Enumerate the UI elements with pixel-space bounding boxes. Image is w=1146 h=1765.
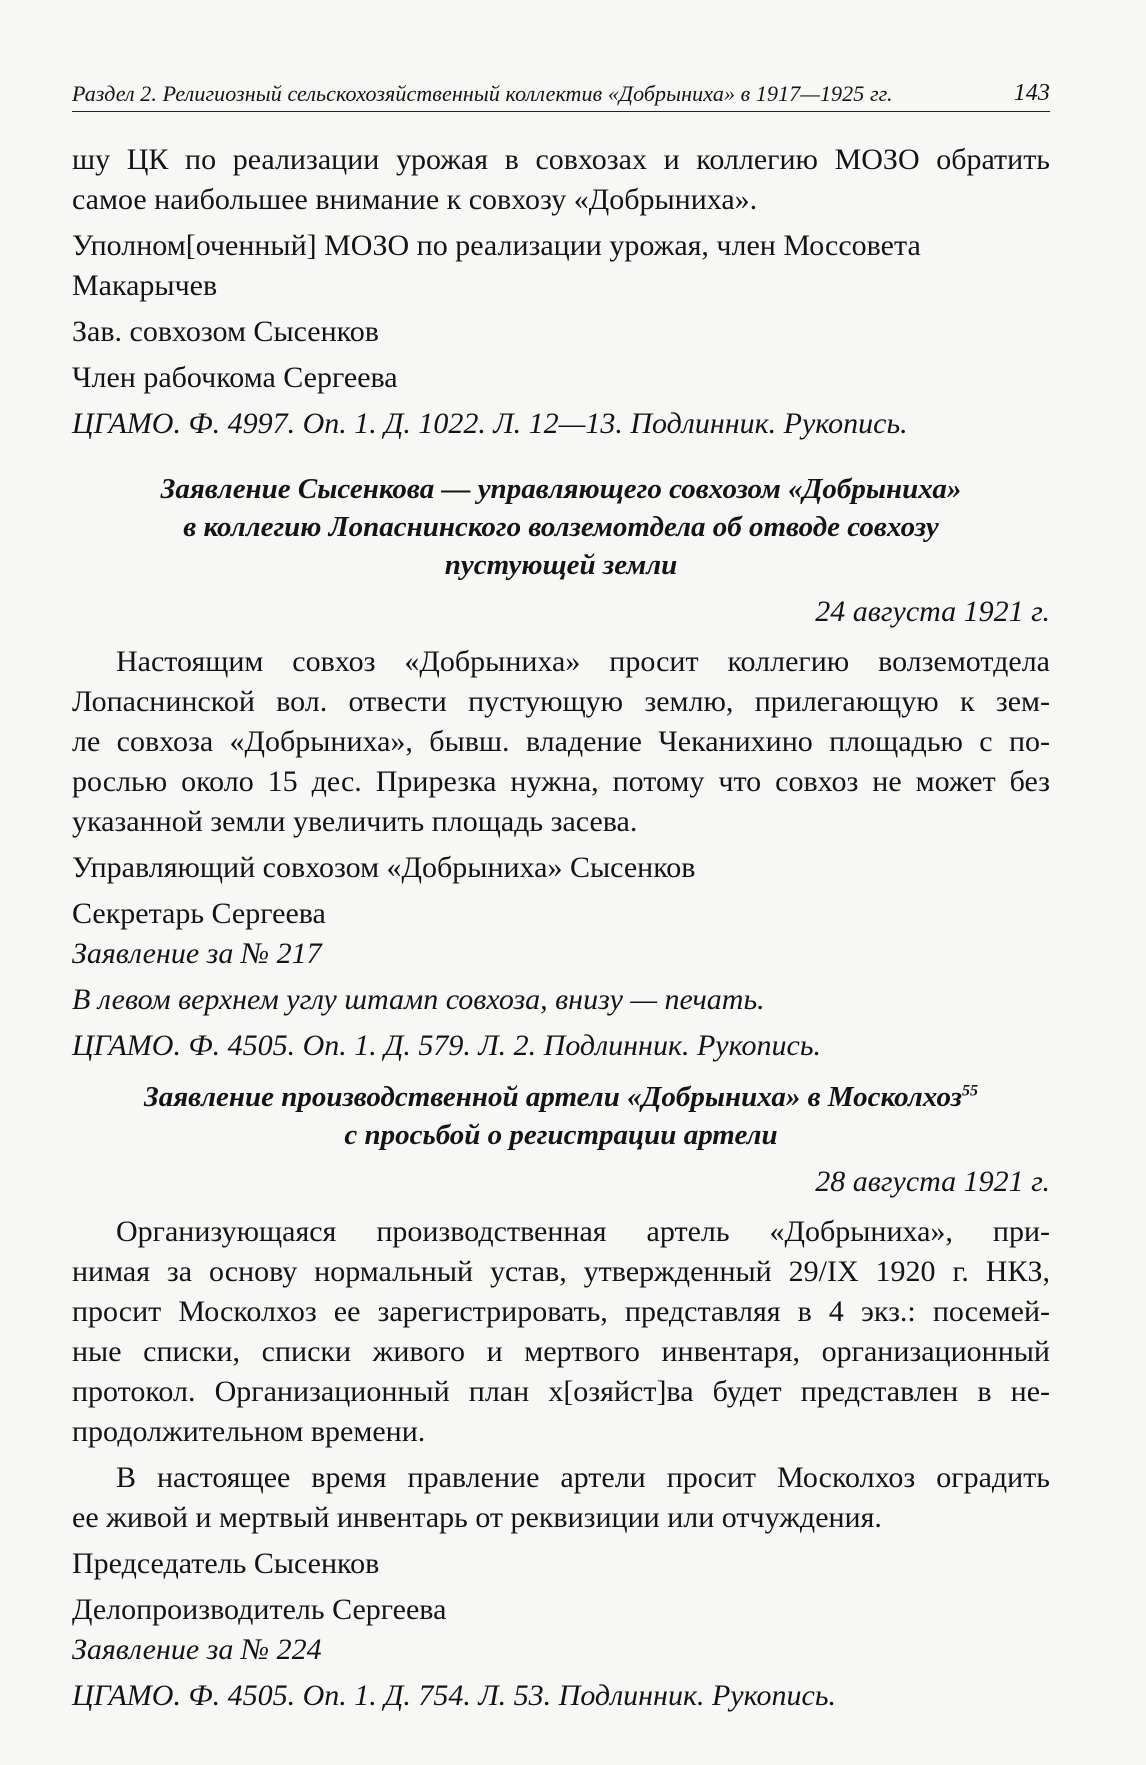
text-line: ные списки, списки живого и мертвого инвентаря, организационный	[72, 1335, 1050, 1368]
text-line: протокол. Организационный план х[озяйст]ва будет представлен в не-	[72, 1375, 1050, 1408]
text-line: рослью около 15 дес. Прирезка нужна, потому что совхоз не может без	[72, 765, 1050, 798]
text-line: просит Москолхоз ее зарегистрировать, представляя в 4 экз.: посемей-	[72, 1295, 1050, 1328]
document-title-text: Заявление производственной артели «Добрыниха» в Москолхоз	[143, 1081, 962, 1113]
running-title: Раздел 2. Религиозный сельскохозяйственный коллектив «Добрыниха» в 1917—1925 гг.	[72, 81, 893, 106]
document-title: с просьбой о регистрации артели	[344, 1119, 778, 1151]
archive-source: ЦГАМО. Ф. 4997. Оп. 1. Д. 1022. Л. 12—13. Подлинник. Рукопись.	[72, 407, 908, 440]
text-line: ее живой и мертвый инвентарь от реквизиции или отчуждения.	[72, 1501, 882, 1534]
text-line: продолжительном времени.	[72, 1415, 426, 1448]
signature-line: Председатель Сысенков	[72, 1547, 380, 1580]
page-number: 143	[1013, 80, 1050, 106]
text-line: нимая за основу нормальный устав, утвержденный 29/IX 1920 г. НКЗ,	[72, 1255, 1050, 1288]
document-title: в коллегию Лопаснинского волземотдела об отводе совхозу	[183, 511, 939, 543]
signature-line: Управляющий совхозом «Добрыниха» Сысенков	[72, 851, 696, 884]
document-date: 28 августа 1921 г.	[815, 1165, 1050, 1198]
running-header	[72, 80, 1050, 112]
text-line: Организующаяся производственная артель «Добрыниха», при-	[116, 1215, 1050, 1248]
document-note: Заявление за № 224	[72, 1633, 322, 1666]
signature-line: Макарычев	[72, 269, 218, 302]
footnote-reference[interactable]: 55	[962, 1082, 978, 1100]
signature-line: Член рабочкома Сергеева	[72, 361, 398, 394]
archive-source: ЦГАМО. Ф. 4505. Оп. 1. Д. 754. Л. 53. Подлинник. Рукопись.	[72, 1679, 836, 1712]
text-line: Настоящим совхоз «Добрыниха» просит коллегию волземотдела	[116, 645, 1050, 678]
signature-line: Делопроизводитель Сергеева	[72, 1593, 447, 1626]
text-line: В настоящее время правление артели просит Москолхоз оградить	[116, 1461, 1050, 1494]
document-title	[72, 1078, 1050, 1116]
text-line: Лопаснинской вол. отвести пустующую землю, прилегающую к зем-	[72, 685, 1050, 718]
document-title: пустующей земли	[444, 549, 678, 581]
text-line: указанной земли увеличить площадь засева.	[72, 805, 638, 838]
document-note: В левом верхнем углу штамп совхоза, внизу — печать.	[72, 983, 765, 1016]
document-date: 24 августа 1921 г.	[815, 595, 1050, 628]
text-line: шу ЦК по реализации урожая в совхозах и коллегию МОЗО обратить	[72, 143, 1050, 176]
signature-line: Уполном[оченный] МОЗО по реализации урожая, член Моссовета	[72, 229, 921, 262]
page-content	[72, 140, 1050, 1716]
document-title: Заявление Сысенкова — управляющего совхозом «Добрыниха»	[160, 473, 962, 505]
signature-line: Зав. совхозом Сысенков	[72, 315, 379, 348]
text-line: самое наибольшее внимание к совхозу «Добрыниха».	[72, 183, 758, 216]
signature-line: Секретарь Сергеева	[72, 897, 326, 930]
document-note: Заявление за № 217	[72, 937, 322, 970]
archive-source: ЦГАМО. Ф. 4505. Оп. 1. Д. 579. Л. 2. Подлинник. Рукопись.	[72, 1029, 821, 1062]
text-line: ле совхоза «Добрыниха», бывш. владение Чеканихино площадью с по-	[72, 725, 1050, 758]
